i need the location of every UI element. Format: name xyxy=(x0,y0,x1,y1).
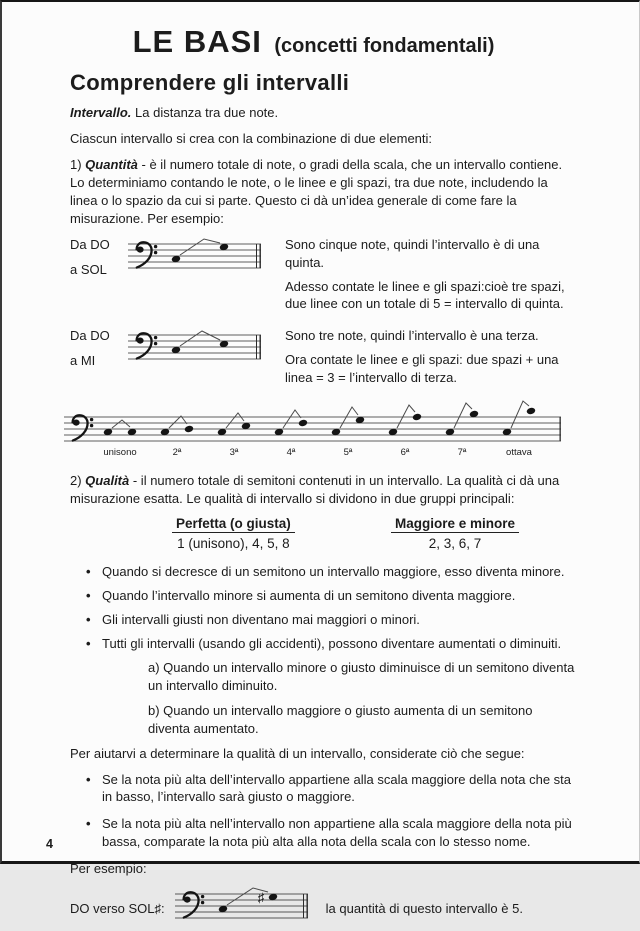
bullet-icon: • xyxy=(86,588,91,603)
tips-list xyxy=(70,771,577,852)
group-perfect-values: 1 (unisono), 4, 5, 8 xyxy=(177,536,290,552)
list-item xyxy=(70,771,577,807)
note-to-label: a SOL xyxy=(70,261,107,277)
example-third xyxy=(70,327,577,393)
note-from-label: Da DO xyxy=(70,328,110,344)
example-augmented-fifth xyxy=(70,886,577,931)
bullet-icon: • xyxy=(86,611,91,627)
example-fifth-labels xyxy=(70,236,128,287)
list-item xyxy=(70,611,577,629)
staff-augmented xyxy=(175,886,310,931)
bullet-icon: • xyxy=(86,635,91,651)
group-major-minor-values: 2, 3, 6, 7 xyxy=(428,536,482,552)
page-title xyxy=(50,24,577,60)
bullet-icon: • xyxy=(86,816,91,832)
paragraph-quality xyxy=(70,472,577,508)
group-perfect-header: Perfetta (o giusta) xyxy=(172,516,295,533)
tip-text: Se la nota più alta dell’intervallo appartiene alla scala maggiore della nota che sta in basso, l’intervallo sarà giusto o maggiore. xyxy=(102,771,572,805)
note-from-label: Da DO xyxy=(70,236,110,252)
note-to-label: a MI xyxy=(70,353,96,369)
group-major-minor-header: Maggiore e minore xyxy=(391,516,519,533)
interval-label-2nd: 2ª xyxy=(172,447,182,459)
list-item xyxy=(70,635,577,653)
title-subtitle: (concetti fondamentali) xyxy=(274,35,495,57)
intro-definition xyxy=(70,104,577,122)
paragraph-quantity xyxy=(70,156,577,228)
interval-label-4th: 4ª xyxy=(286,447,296,459)
quantity-number: 1) xyxy=(70,156,86,172)
sub-rule-a: a) Quando un intervallo minore o giusto diminuisce di un semitono diventa un intervallo diminuito. xyxy=(148,659,575,693)
caption-count-lines: Adesso contate le linee e gli spazi:cioè tre spazi, due linee con un totale di 5 = intervallo di quinta. xyxy=(285,278,565,312)
interval-label-6th: 6ª xyxy=(400,447,410,459)
interval-label-5th: 5ª xyxy=(343,447,353,459)
rule-text: Quando l’intervallo minore si aumenta di un semitono diventa maggiore. xyxy=(102,588,516,603)
intro-text: La distanza tra due note. xyxy=(131,105,279,120)
list-item xyxy=(70,563,577,581)
example-fifth-captions xyxy=(285,236,577,320)
rule-text: Quando si decresce di un semitono un intervallo maggiore, esso diventa minore. xyxy=(102,564,565,580)
quality-groups xyxy=(70,516,577,551)
interval-label-unison: unisono xyxy=(103,447,137,459)
paragraph-elements: Ciascun intervallo si crea con la combinazione di due elementi: xyxy=(70,130,433,146)
rule-text: Tutti gli intervalli (usando gli accidenti), possono diventare aumentati o diminuiti. xyxy=(102,635,562,651)
example-augmented-caption: la quantità di questo intervallo è 5. xyxy=(325,901,523,917)
section-heading: Comprendere gli intervalli xyxy=(70,70,350,95)
caption-count-notes: Sono tre note, quindi l’intervallo è una terza. xyxy=(285,328,539,344)
staff-fifth xyxy=(128,236,263,281)
interval-scale-staff xyxy=(64,401,577,464)
example-third-captions xyxy=(285,327,577,393)
example-fifth xyxy=(70,236,577,320)
bullet-icon: • xyxy=(86,771,91,787)
quality-number: 2) xyxy=(70,473,86,489)
caption-count-notes: Sono cinque note, quindi l’intervallo è di una quinta. xyxy=(285,236,540,270)
interval-label-octave: ottava xyxy=(506,447,532,459)
sub-rule-b: b) Quando un intervallo maggiore o giusto aumenta di un semitono diventa aumentato. xyxy=(148,702,533,736)
sharp-icon: ♯ xyxy=(257,890,264,906)
bullet-icon: • xyxy=(86,564,91,580)
music-staff-icon xyxy=(175,886,310,926)
caption-count-lines: Ora contate le linee e gli spazi: due spazi + una linea = 3 = l’intervallo di terza. xyxy=(285,352,559,386)
paragraph-help: Per aiutarvi a determinare la qualità di un intervallo, considerate ciò che segue: xyxy=(70,745,525,761)
list-item xyxy=(70,815,577,851)
music-staff-icon xyxy=(128,236,263,276)
page-number: 4 xyxy=(46,837,53,851)
group-major-minor xyxy=(391,516,519,551)
list-item xyxy=(70,587,577,605)
interval-scale-staff-icon xyxy=(64,401,564,459)
example-third-labels xyxy=(70,327,128,378)
quantity-text: - è il numero totale di note, o gradi della scala, che un intervallo contiene. Lo determiniamo contando le note, o le linee e gli spazi, tra due note, includendo la linea o lo spazio da cui si parte. Questo ci dà un’idea generale di come fare la misurazione. Per esempio: xyxy=(70,156,563,226)
title-main: LE BASI xyxy=(132,24,262,59)
staff-third xyxy=(128,327,263,372)
quality-term: Qualità xyxy=(85,473,130,489)
paragraph-example: Per esempio: xyxy=(70,861,147,877)
rule-text: Gli intervalli giusti non diventano mai maggiori o minori. xyxy=(102,611,420,627)
interval-label-3rd: 3ª xyxy=(229,447,239,459)
tip-text: Se la nota più alta nell’intervallo non appartiene alla scala maggiore della nota più bassa, comparate la nota più alta alla nota della scala con lo stesso nome. xyxy=(102,816,572,850)
rules-list xyxy=(70,563,577,653)
quantity-term: Quantità xyxy=(85,156,138,172)
intro-term: Intervallo. xyxy=(70,105,132,120)
quality-text: - il numero totale di semitoni contenuti in un intervallo. La qualità ci dà una misurazione esatta. Le qualità di intervallo si dividono in due gruppi principali: xyxy=(70,473,560,507)
group-perfect xyxy=(172,516,295,551)
music-staff-icon xyxy=(128,327,263,367)
interval-label-7th: 7ª xyxy=(457,447,467,459)
example-augmented-label: DO verso SOL♯: xyxy=(70,901,165,917)
